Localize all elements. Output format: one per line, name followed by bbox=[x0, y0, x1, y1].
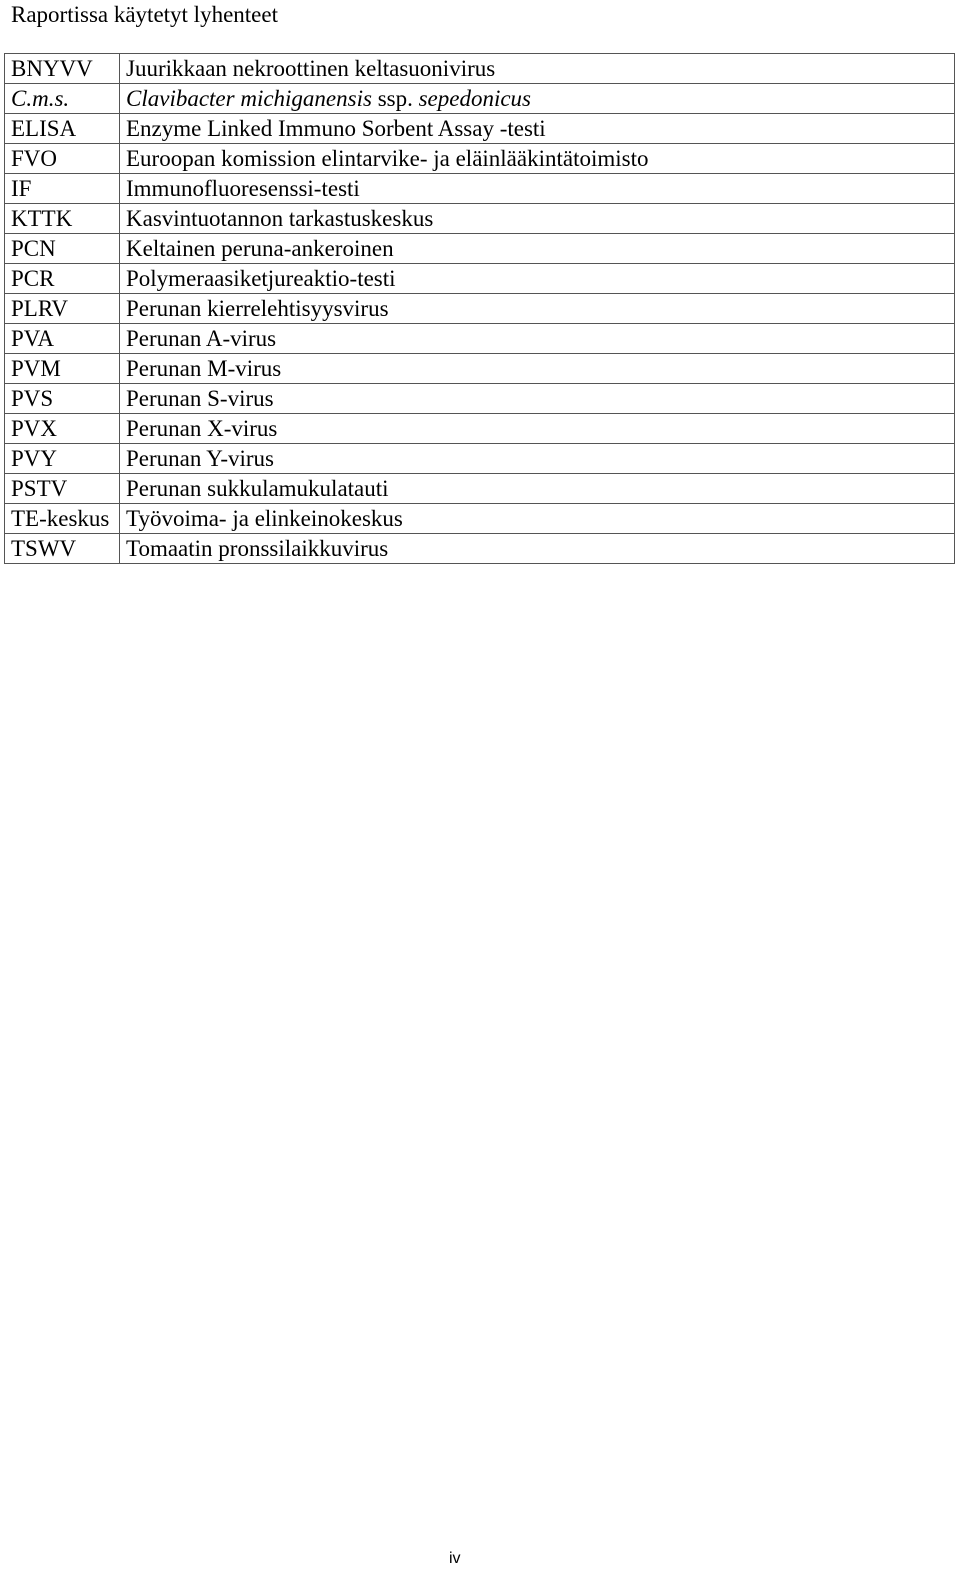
abbreviation-cell: PVY bbox=[5, 444, 120, 474]
meaning-cell: Polymeraasiketjureaktio-testi bbox=[120, 264, 955, 294]
abbreviations-table bbox=[4, 53, 955, 564]
table-row bbox=[5, 534, 955, 564]
abbreviation-cell: KTTK bbox=[5, 204, 120, 234]
page-title: Raportissa käytetyt lyhenteet bbox=[11, 2, 278, 27]
meaning-italic-part: Clavibacter michiganensis bbox=[126, 86, 372, 111]
meaning-cell: Perunan sukkulamukulatauti bbox=[120, 474, 955, 504]
meaning-regular-part: ssp. bbox=[371, 86, 419, 111]
abbreviation-cell: IF bbox=[5, 174, 120, 204]
meaning-cell: Juurikkaan nekroottinen keltasuonivirus bbox=[120, 54, 955, 84]
table-row bbox=[5, 114, 955, 144]
meaning-cell: Perunan A-virus bbox=[120, 324, 955, 354]
table-row bbox=[5, 264, 955, 294]
meaning-cell: Keltainen peruna-ankeroinen bbox=[120, 234, 955, 264]
table-row bbox=[5, 444, 955, 474]
meaning-cell: Tomaatin pronssilaikkuvirus bbox=[120, 534, 955, 564]
abbreviation-cell: PCR bbox=[5, 264, 120, 294]
abbreviation-cell: ELISA bbox=[5, 114, 120, 144]
abbreviation-cell: FVO bbox=[5, 144, 120, 174]
table-row bbox=[5, 144, 955, 174]
meaning-italic-part: sepedonicus bbox=[418, 86, 532, 111]
table-row bbox=[5, 294, 955, 324]
meaning-cell: Perunan kierrelehtisyysvirus bbox=[120, 294, 955, 324]
meaning-cell: Perunan S-virus bbox=[120, 384, 955, 414]
meaning-cell: Euroopan komission elintarvike- ja eläinlääkintätoimisto bbox=[120, 144, 955, 174]
meaning-cell: Perunan M-virus bbox=[120, 354, 955, 384]
meaning-cell: Perunan Y-virus bbox=[120, 444, 955, 474]
table-row bbox=[5, 354, 955, 384]
table-row bbox=[5, 414, 955, 444]
abbreviation-cell: C.m.s. bbox=[5, 84, 120, 114]
meaning-cell bbox=[120, 84, 955, 114]
table-row bbox=[5, 84, 955, 114]
meaning-cell: Immunofluoresenssi-testi bbox=[120, 174, 955, 204]
table-row bbox=[5, 204, 955, 234]
table-row bbox=[5, 234, 955, 264]
abbreviation-cell: PCN bbox=[5, 234, 120, 264]
abbreviation-cell: TE-keskus bbox=[5, 504, 120, 534]
page-number: iv bbox=[449, 1550, 461, 1567]
abbreviation-cell: TSWV bbox=[5, 534, 120, 564]
meaning-cell: Perunan X-virus bbox=[120, 414, 955, 444]
table-row bbox=[5, 474, 955, 504]
abbreviation-cell: PVM bbox=[5, 354, 120, 384]
meaning-cell: Enzyme Linked Immuno Sorbent Assay -testi bbox=[120, 114, 955, 144]
meaning-cell: Kasvintuotannon tarkastuskeskus bbox=[120, 204, 955, 234]
table-row bbox=[5, 54, 955, 84]
abbreviation-cell: PVS bbox=[5, 384, 120, 414]
meaning-cell: Työvoima- ja elinkeinokeskus bbox=[120, 504, 955, 534]
table-row bbox=[5, 504, 955, 534]
abbreviation-cell: BNYVV bbox=[5, 54, 120, 84]
abbreviation-cell: PVX bbox=[5, 414, 120, 444]
abbreviation-cell: PSTV bbox=[5, 474, 120, 504]
table-row bbox=[5, 324, 955, 354]
abbreviation-cell: PVA bbox=[5, 324, 120, 354]
table-row bbox=[5, 384, 955, 414]
abbreviation-cell: PLRV bbox=[5, 294, 120, 324]
table-row bbox=[5, 174, 955, 204]
